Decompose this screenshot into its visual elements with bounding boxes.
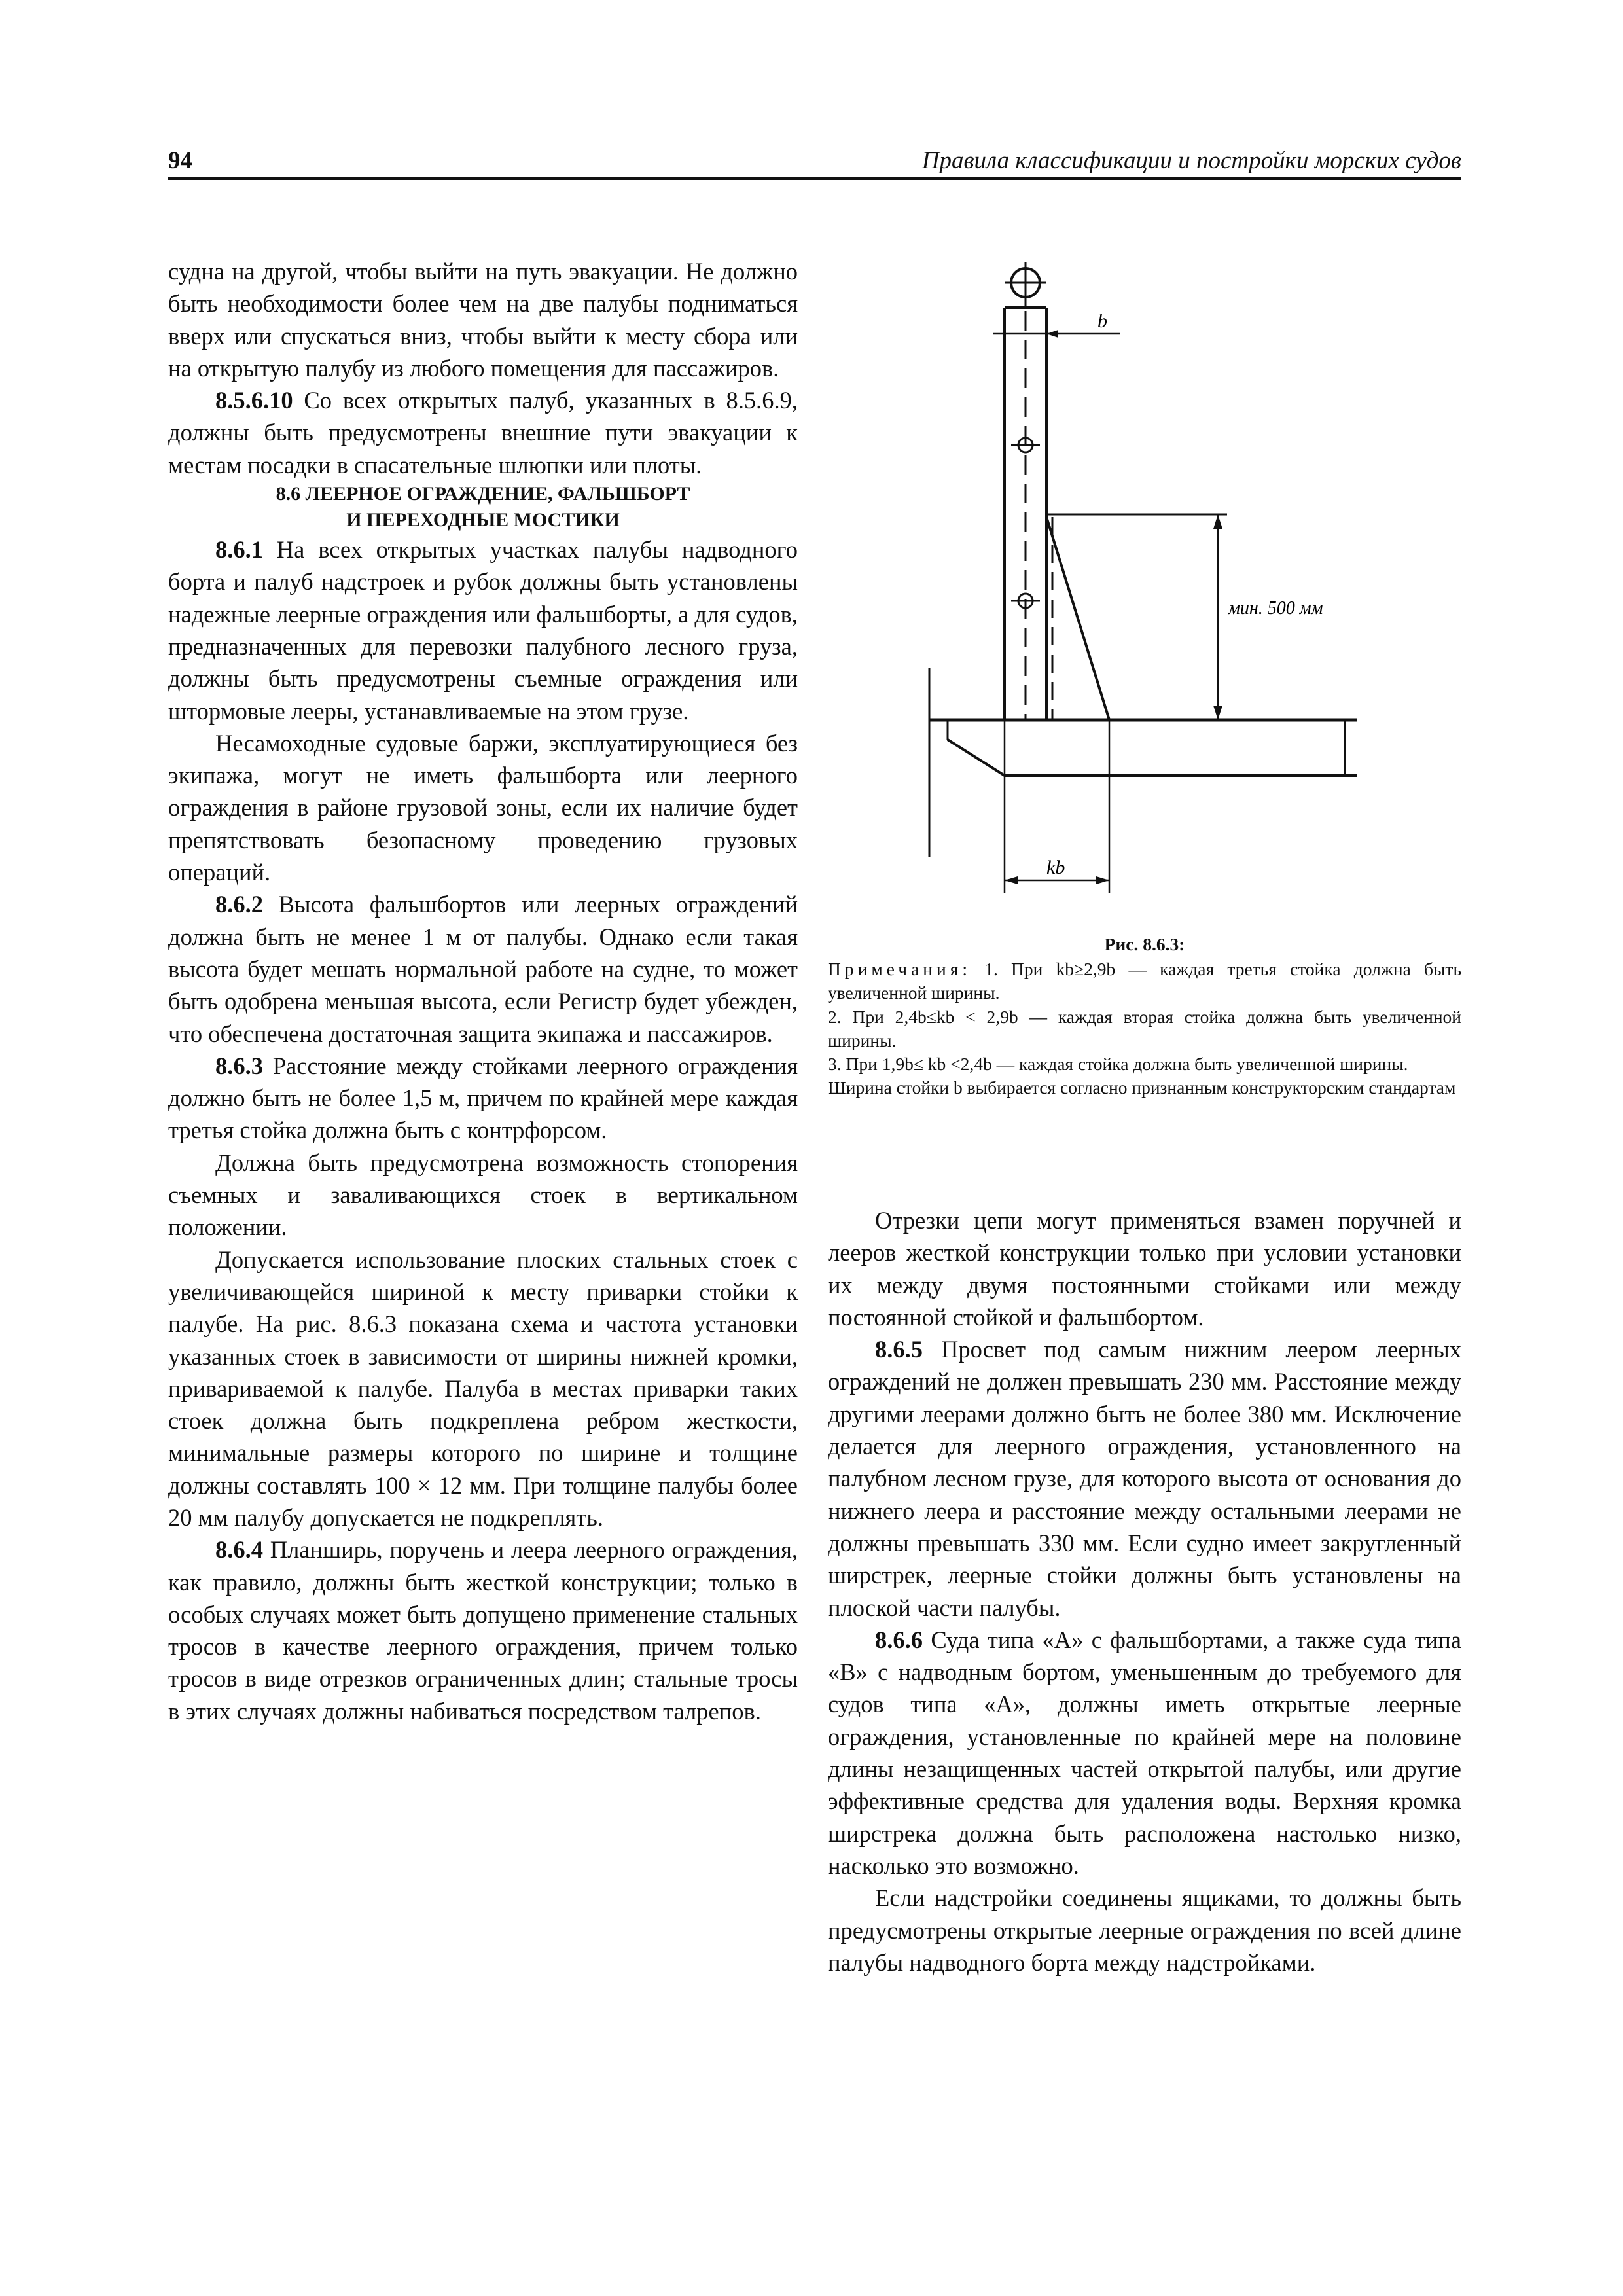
paragraph-8-6-6 [828, 1624, 1461, 1882]
paragraph: Должна быть предусмотрена возможность стопорения съемных и заваливающихся стоек в вертикальном положении. [168, 1149, 798, 1241]
bracket-solid [1046, 517, 1109, 720]
label-min-500: мин. 500 мм [1228, 598, 1323, 619]
paragraph-8-6-4 [168, 1534, 798, 1727]
caption-note-4: Ширина стойки b выбирается согласно признанным конструкторским стандартам [828, 1077, 1456, 1098]
label-kb: kb [1046, 857, 1065, 878]
clause-number: 8.6.6 [875, 1626, 923, 1653]
figure-caption [828, 933, 1461, 1100]
clause-text: Расстояние между стойками леерного ограждения должно быть не более 1,5 м, причем по крайней мере каждая третья стойка должна быть с контрфорсом. [168, 1052, 798, 1144]
caption-note-1: Примечания: 1. При kb≥2,9b — каждая третья стойка должна быть увеличенной ширины. [828, 959, 1461, 1003]
clause-number: 8.6.3 [215, 1052, 263, 1079]
clause-text: На всех открытых участках палубы надводного борта и палуб надстроек и рубок должны быть установлены надежные леерные ограждения или фальшборты, а для судов, предназначенных для перевозки палубного лесного груза, должны быть предусмотрены съемные ограждения или штормовые лееры, устанавливаемые на этом грузе. [168, 536, 798, 725]
clause-number: 8.5.6.10 [215, 387, 293, 414]
section-heading [168, 481, 798, 533]
page-number: 94 [168, 147, 192, 174]
caption-note-2: 2. При 2,4b≤kb < 2,9b — каждая вторая стойка должна быть увеличенной ширины. [828, 1006, 1461, 1050]
label-b: b [1097, 310, 1107, 332]
clause-text: Просвет под самым нижним леером леерных ограждений не должен превышать 230 мм. Расстояние между другими леерами должно быть не более 380 мм. Исключение делается для леерного ограждения, установленного на палубном лесном грузе, для которого высота от основания до нижнего леера и расстояние между остальными леерами не должны превышать 330 мм. Если судно имеет закругленный ширстрек, леерные стойки должны быть установлены на плоской части палубы. [828, 1336, 1461, 1621]
caption-note-3: 3. При 1,9b≤ kb <2,4b — каждая стойка должна быть увеличенной ширины. [828, 1054, 1408, 1075]
paragraph: Несамоходные судовые баржи, эксплуатирующиеся без экипажа, могут не иметь фальшборта или леерного ограждения в районе грузовой зоны, если их наличие будет препятствовать безопасному проведению грузовых операций. [168, 729, 798, 886]
paragraph-8-6-1 [168, 533, 798, 727]
clause-text: Со всех открытых палуб, указанных в 8.5.6.9, должны быть предусмотрены внешние пути эвакуации к местам посадки в спасательные шлюпки или плоты. [168, 387, 798, 478]
left-column [168, 255, 798, 1727]
paragraph-8-5-6-10 [168, 384, 798, 481]
clause-text: Высота фальшбортов или леерных ограждений должна быть не менее 1 м от палубы. Однако если такая высота будет мешать нормальной работе на судне, то может быть одобрена меньшая высота, если Регистр будет убежден, что обеспечена достаточная защита экипажа и пассажиров. [168, 891, 798, 1047]
page-header [168, 147, 1461, 177]
section-heading-line2: И ПЕРЕХОДНЫЕ МОСТИКИ [346, 509, 620, 531]
clause-number: 8.6.4 [215, 1536, 263, 1564]
paragraph: судна на другой, чтобы выйти на путь эвакуации. Не должно быть необходимости более чем на две палубы подниматься вверх или спускаться вниз, чтобы выйти к месту сбора или на открытую палубу из любого помещения для пассажиров. [168, 258, 798, 382]
running-title: Правила классификации и постройки морских судов [921, 147, 1461, 174]
right-column [828, 1204, 1461, 1979]
paragraph-8-6-3 [168, 1050, 798, 1147]
paragraph-8-6-2 [168, 888, 798, 1049]
clause-number: 8.6.5 [875, 1336, 923, 1363]
clause-number: 8.6.2 [215, 891, 263, 918]
stanchion-figure [828, 249, 1461, 936]
stanchion-drawing [828, 249, 1461, 936]
notes-word: Примечания: [828, 959, 972, 980]
clause-text: Суда типа «А» с фальшбортами, а также суда типа «В» с надводным бортом, уменьшенным до требуемого для судов типа «А», должны иметь открытые леерные ограждения, установленные по крайней мере на половине длины незащищенных частей открытой палубы, или другие эффективные средства для удаления воды. Верхняя кромка ширстрека должна быть расположена настолько низко, насколько это возможно. [828, 1626, 1461, 1879]
clause-text: Планширь, поручень и леера леерного ограждения, как правило, должны быть жесткой конструкции; только в особых случаях может быть допущено применение стальных тросов в качестве леерного ограждения, причем только тросов в виде отрезков ограниченных длин; стальные тросы в этих случаях должны набиваться посредством талрепов. [168, 1536, 798, 1725]
caption-title: Рис. 8.6.3: [1104, 934, 1185, 954]
header-rule [168, 177, 1461, 180]
paragraph: Если надстройки соединены ящиками, то должны быть предусмотрены открытые леерные ограждения по всей длине палубы надводного борта между надстройками. [828, 1884, 1461, 1976]
section-heading-line1: 8.6 ЛЕЕРНОЕ ОГРАЖДЕНИЕ, ФАЛЬШБОРТ [276, 483, 690, 505]
clause-number: 8.6.1 [215, 536, 263, 564]
paragraph-8-6-5 [828, 1333, 1461, 1624]
paragraph: Допускается использование плоских стальных стоек с увеличивающейся шириной к месту приварки стойки к палубе. На рис. 8.6.3 показана схема и частота установки указанных стоек в зависимости от ширины нижней кромки, привариваемой к палубе. Палуба в местах приварки таких стоек должна быть подкреплена ребром жесткости, минимальные размеры которого по ширине и толщине должны составлять 100 × 12 мм. При толщине палубы более 20 мм палубу допускается не подкреплять. [168, 1246, 798, 1531]
paragraph: Отрезки цепи могут применяться взамен поручней и лееров жесткой конструкции только при условии установки их между двумя постоянными стойками или между постоянной стойкой и фальшбортом. [828, 1207, 1461, 1331]
